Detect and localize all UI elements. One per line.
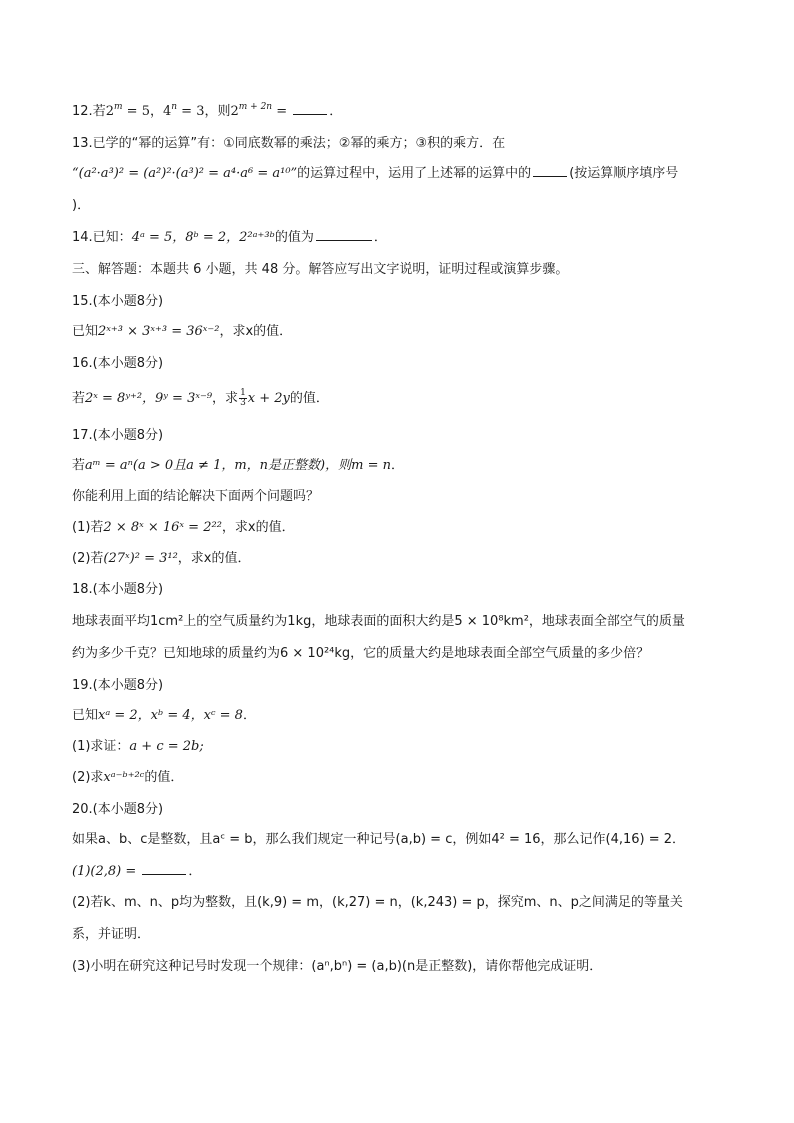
question-19-part-2: [72, 768, 734, 788]
question-12: [72, 102, 734, 122]
question-20-part-1: [72, 862, 734, 882]
q12-base1: 2: [105, 104, 114, 119]
q16-post: 的值．: [289, 391, 329, 406]
question-17-heading: 17.(本小题8分): [72, 428, 164, 443]
q20-part1-end: ．: [188, 864, 202, 879]
q12-text2: = 3，则: [177, 104, 231, 119]
q17-line1-pre: 若: [72, 458, 86, 473]
q12-exp2: n: [171, 101, 178, 112]
q14-pre: 14.已知：: [72, 230, 132, 245]
q17-part1-post: ，求x的值．: [221, 520, 295, 535]
question-19-part-1: [72, 737, 734, 757]
question-14: [72, 228, 734, 248]
question-20-line-1: 如果a、b、c是整数，且aᶜ = b，那么我们规定一种记号(a,b) = c，例如4² = 16，那么记作(4,16) = 2．: [72, 832, 686, 847]
q12-answer-blank[interactable]: [293, 102, 327, 115]
question-17-part-1: [72, 518, 734, 538]
q12-text1: = 5，: [122, 104, 163, 119]
q20-part1-pre: (1)(2,8) =: [72, 864, 141, 879]
question-15-heading: 15.(本小题8分): [72, 294, 164, 309]
q13-text: 的运算过程中，运用了上述幂的运算中的: [297, 166, 532, 181]
question-13-line-2: [72, 164, 734, 184]
q12-pre: 若: [92, 104, 106, 119]
q12-base2: 4: [162, 104, 172, 119]
q17-part2-post: ，求x的值．: [177, 551, 251, 566]
q19-part2-pre: (2)求: [72, 770, 104, 785]
q12-end: ．: [329, 104, 343, 119]
q14-post: 的值为: [274, 230, 314, 245]
section-3-heading: 三、解答题：本题共 6 小题，共 48 分。解答应写出文字说明，证明过程或演算步骤。: [72, 262, 569, 277]
q15-pre: 已知: [72, 324, 99, 339]
q19-line1-expression: xᵃ = 2，xᵇ = 4，xᶜ = 8: [98, 708, 243, 723]
q13-expression: “(a²·a³)² = (a²)²·(a³)² = a⁴·a⁶ = a¹⁰”: [72, 166, 298, 181]
question-20-part-2-line-2: 系，并证明．: [72, 927, 151, 942]
question-17-line-2: 你能利用上面的结论解决下面两个问题吗？: [72, 489, 320, 504]
q12-exp1: m: [113, 101, 123, 112]
question-19-line-1: [72, 706, 734, 726]
q13-tail: (按运算顺序填序号: [569, 166, 679, 181]
q12-number: 12.: [72, 104, 93, 119]
q16-mid: ，求: [212, 391, 239, 406]
q16-tail-expression: x + 2y: [247, 391, 290, 406]
q17-part2-expression: (27ˣ)² = 3¹²: [103, 551, 178, 566]
question-18-heading: 18.(本小题8分): [72, 582, 164, 597]
q19-line1-pre: 已知: [72, 708, 99, 723]
question-16-heading: 16.(本小题8分): [72, 356, 164, 371]
q16-fraction: [239, 389, 247, 408]
q19-part2-expression: xᵃ⁻ᵇ⁺²ᶜ: [103, 770, 145, 785]
question-18-line-1: 地球表面平均1cm²上的空气质量约为1kg，地球表面的面积大约是5 × 10⁸km²，地球表面全部空气的质量: [72, 614, 685, 629]
q14-end: ．: [373, 230, 387, 245]
q16-fraction-denominator: 3: [240, 398, 246, 408]
q17-part1-expression: 2 × 8ˣ × 16ˣ = 2²²: [103, 520, 222, 535]
q14-expression: 4ᵃ = 5，8ᵇ = 2，2²ᵃ⁺³ᵇ: [131, 230, 275, 245]
q19-part2-post: 的值．: [144, 770, 184, 785]
question-16-body: [72, 389, 734, 409]
q13-answer-blank[interactable]: [533, 164, 567, 177]
question-19-heading: 19.(本小题8分): [72, 678, 164, 693]
q17-part2-pre: (2)若: [72, 551, 104, 566]
question-17-part-2: [72, 549, 734, 569]
q16-fraction-numerator: 1: [240, 388, 246, 398]
q16-pre: 若: [72, 391, 86, 406]
q17-line1-end: ．: [390, 458, 404, 473]
q15-expression: 2ˣ⁺³ × 3ˣ⁺³ = 36ˣ⁻²: [98, 324, 220, 339]
q19-part1-pre: (1)求证：: [72, 739, 130, 754]
q15-post: ，求x的值．: [219, 324, 293, 339]
question-20-heading: 20.(本小题8分): [72, 802, 164, 817]
question-20-part-2-line-1: (2)若k、m、n、p均为整数，且(k,9) = m，(k,27) = n，(k,243) = p，探究m、n、p之间满足的等量关: [72, 895, 683, 910]
q20-answer-blank[interactable]: [142, 862, 186, 875]
q16-expression: 2ˣ = 8ʸ⁺²，9ʸ = 3ˣ⁻⁹: [85, 391, 213, 406]
q12-text3: =: [272, 104, 292, 119]
q17-part1-pre: (1)若: [72, 520, 104, 535]
q17-line1-expression: aᵐ = aⁿ(a > 0且a ≠ 1，m，n是正整数)，则m = n: [85, 458, 391, 473]
question-13-line-3: )．: [72, 198, 91, 213]
q19-part1-expression: a + c = 2b;: [129, 739, 204, 754]
question-13-line-1: 13.已学的“幂的运算”有：①同底数幂的乘法；②幂的乘方；③积的乘方．在: [72, 136, 506, 151]
q12-exp3: m + 2n: [238, 101, 273, 112]
q19-line1-end: ．: [242, 708, 256, 723]
question-20-part-3: (3)小明在研究这种记号时发现一个规律：(aⁿ,bⁿ) = (a,b)(n是正整数)，请你帮他完成证明．: [72, 959, 603, 974]
question-18-line-2: 约为多少千克？已知地球的质量约为6 × 10²⁴kg，它的质量大约是地球表面全部空气质量的多少倍？: [72, 646, 650, 661]
q12-base3: 2: [230, 104, 239, 119]
question-15-body: [72, 322, 734, 342]
q14-answer-blank[interactable]: [316, 228, 372, 241]
question-17-line-1: [72, 456, 734, 476]
